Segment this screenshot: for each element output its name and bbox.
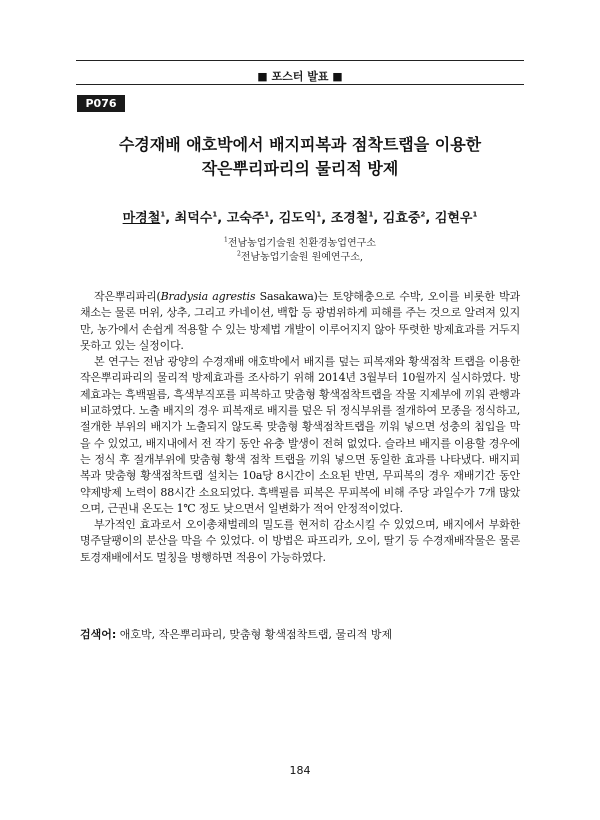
author-1	[123, 211, 166, 226]
keywords	[80, 626, 520, 642]
author-2	[175, 211, 218, 226]
author-name: 김도익	[278, 211, 317, 226]
abstract-paragraph-3: 부가적인 효과로서 오이총채벌레의 밀도를 현저히 감소시킬 수 있었으며, 배지에서 부화한 명주달팽이의 분산을 막을 수 있었다. 이 방법은 파프리카, 오이, 딸기 등 수경재배작물은 물론 토경재배에서도 멀칭을 병행하면 적용이 가능하였다.	[80, 518, 520, 564]
paper-code-badge: P076	[77, 95, 125, 112]
author-affiliation-mark: 1	[368, 210, 374, 219]
author-affiliation-mark: 1	[472, 210, 478, 219]
author-list: 마경철$^1$, 최덕수$^1$, 고숙주$^1$, 김도익$^1$, 조경철$^1$, 김효중$^2$, 김현우$^1$	[122, 210, 478, 226]
author-name: 김현우	[434, 211, 473, 226]
species-name: Bradysia agrestis	[160, 290, 256, 303]
author-name: 고숙주	[226, 211, 265, 226]
author-name: 최덕수	[174, 211, 213, 226]
author-4	[279, 211, 322, 226]
abstract-text: 작은뿌리파리(	[94, 290, 161, 303]
affiliation-number: 2	[236, 250, 241, 258]
affiliation-2	[0, 248, 600, 263]
affiliation-1	[0, 234, 600, 249]
author-name: 조경철	[330, 211, 369, 226]
author-affiliation-mark: 1	[212, 210, 218, 219]
page-number: 184	[289, 764, 311, 777]
author-affiliation-mark: 2	[420, 210, 426, 219]
section-label: ■ 포스터 발표 ■	[257, 70, 343, 83]
header-rule-top	[76, 60, 524, 61]
header-rule-bottom	[76, 84, 524, 85]
affiliation-number: 1	[224, 236, 228, 244]
title-line-2: 작은뿌리파리의 물리적 방제	[201, 159, 399, 178]
keywords-label: 검색어:	[80, 628, 117, 641]
paper-title	[0, 133, 600, 181]
abstract-paragraph-2: 본 연구는 전남 광양의 수경재배 애호박에서 배지를 덮는 피복재와 황색점착 트랩을 이용한 작은뿌리파리의 물리적 방제효과를 조사하기 위해 2014년 3월부터 10월까지 실시하였다. 방제효과는 흑백필름, 흑색부직포를 피복하고 맞춤형 황색점착트랩을 작물 지제부에 끼워 관행과 비교하였다. 노출 배지의 경우 피복재로 배지를 덮은 뒤 정식부위를 절개하여 모종을 정식하고, 절개한 부위의 배지가 노출되지 않도록 맞춤형 황색점착트랩을 끼워 넣으면 성충의 침입을 막을 수 있었고, 배지내에서 전 작기 동안 유충 발생이 전혀 없었다. 슬라브 배지를 이용할 경우에는 정식 후 절개부위에 맞춤형 황색 점착 트랩을 끼워 넣으면 동일한 효과를 나타냈다. 배지피복과 맞춤형 황색점착트랩 설치는 10a당 8시간이 소요된 반면, 무피복의 경우 재배기간 동안 약제방제 노력이 88시간 소요되었다. 흑백필름 피복은 무피복에 비해 주당 과일수가 7개 많았으며, 근권내 온도는 1℃ 정도 낮으면서 일변화가 적어 안정적이었다.	[80, 355, 520, 515]
affiliation-text: 전남농업기술원 원예연구소,	[240, 252, 364, 263]
title-line-1: 수경재배 애호박에서 배지피복과 점착트랩을 이용한	[118, 135, 482, 154]
author-3	[227, 211, 270, 226]
author-name: 김효중	[382, 211, 421, 226]
affiliation-text: 전남농업기술원 친환경농업연구소	[227, 238, 376, 249]
author-5	[331, 211, 374, 226]
abstract-text: Sasakawa)는 토양해충으로 수박, 오이를 비롯한 박과채소는 물론 머위, 상추, 그리고 카네이션, 백합 등 광범위하게 피해를 주는 것으로 알려져 있지만, 농가에서 손쉽게 적용할 수 있는 방제법 개발이 이루어지지 않아 뚜렷한 방제효과를 거두지 못하고 있는 실정이다.	[80, 290, 520, 352]
author-name: 마경철	[122, 211, 161, 226]
author-affiliation-mark: 1	[160, 210, 166, 219]
author-6	[383, 211, 426, 226]
abstract	[80, 289, 520, 566]
author-7	[435, 211, 478, 226]
author-affiliation-mark: 1	[316, 210, 322, 219]
keywords-text: 애호박, 작은뿌리파리, 맞춤형 황색점착트랩, 물리적 방제	[119, 628, 393, 641]
author-affiliation-mark: 1	[264, 210, 270, 219]
abstract-paragraph-1	[80, 289, 520, 354]
